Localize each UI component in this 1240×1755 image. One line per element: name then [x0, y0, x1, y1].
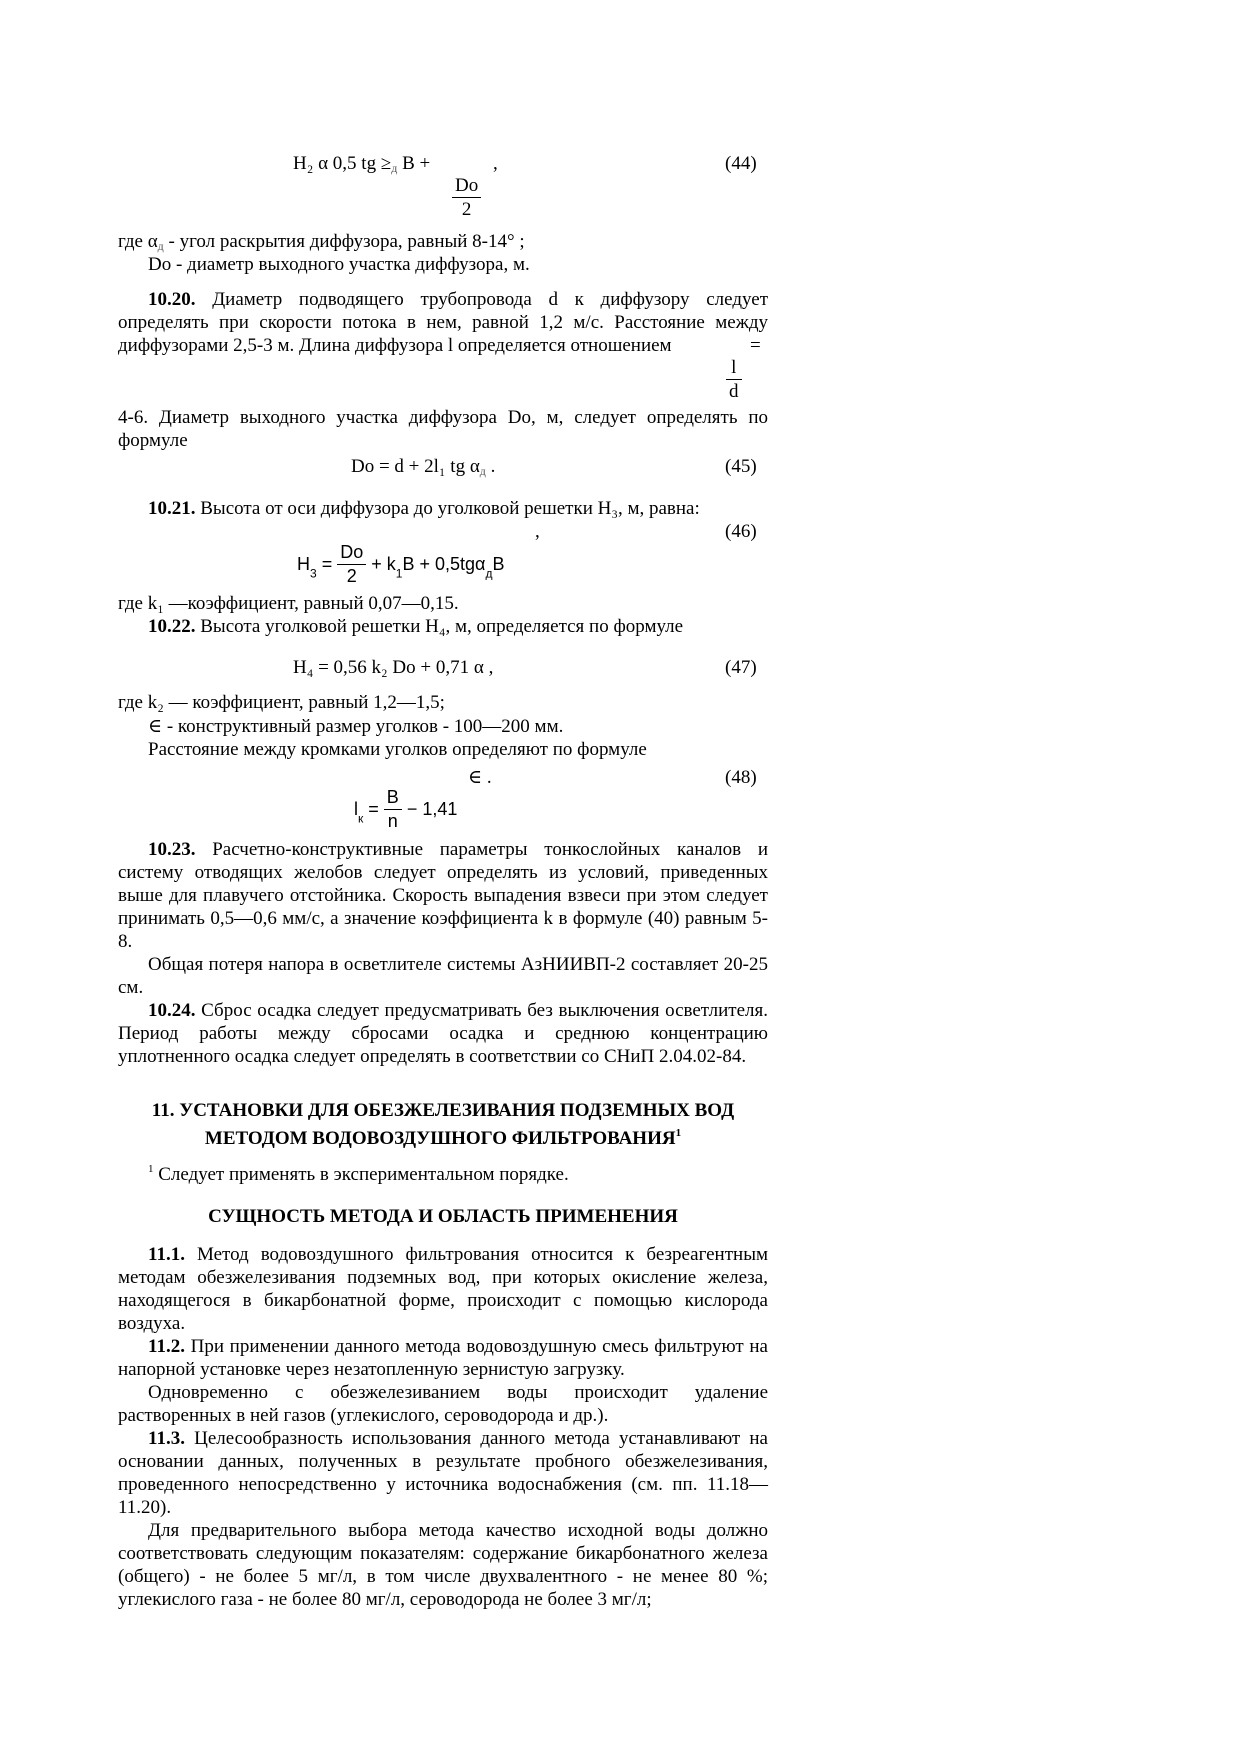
ratio-equals: =	[750, 335, 761, 356]
paragraph-11-1	[118, 1243, 768, 1335]
section-11-title	[118, 1099, 768, 1150]
eq44-comma: ,	[493, 153, 498, 174]
para-number: 11.3.	[148, 1428, 185, 1449]
equation-44	[293, 152, 430, 180]
ratio-frac-top: l	[731, 357, 737, 378]
equation-number-46: (46)	[725, 521, 757, 542]
para-text: Расчетно-конструктивные параметры тонкослойных каналов и систему отводящих желобов следует определять из условий, приведенных выше для плавучего отстойника. Скорость выпадения взвеси при этом следует принимать 0,5—0,6 мм/с, а значение коэффициента k в формуле (40) равным 5-8.	[118, 839, 768, 952]
where-47-line-1: где k₂ — коэффициент, равный 1,2—1,5;	[118, 692, 445, 713]
eq44-frac-bottom: 2	[461, 199, 472, 220]
eq46-rest-sub: 1	[395, 566, 403, 581]
para-number: 10.22.	[148, 616, 196, 637]
eq45-end: .	[485, 456, 496, 477]
para-text: Диаметр подводящего трубопровода d к диффузору следует определять при скорости потока в нем, равной 1,2 м/с. Расстояние между диффузорами 2,5-3 м. Длина диффузора l определяется отношением	[118, 289, 768, 356]
eq46-equals: =	[321, 554, 333, 574]
paragraph-10-21	[148, 497, 798, 520]
eq44-lhs-sub: д	[391, 161, 398, 175]
section-title-line-2-wrap	[118, 1122, 768, 1150]
body-block-2	[118, 1243, 768, 1611]
eq46-rest-c: B	[492, 554, 505, 574]
where44-text-b: - угол раскрытия диффузора, равный 8-14° ;	[163, 231, 525, 252]
eq46-fraction	[337, 541, 366, 588]
para-number: 11.2.	[148, 1336, 185, 1357]
para-text: Высота от оси диффузора до уголковой решетки H₃, м, равна:	[195, 498, 700, 519]
para-text: Метод водовоздушного фильтрования относится к безреагентным методам обезжелезивания подземных вод, при которых окисление железа, находящегося в бикарбонатной форме, происходит с помощью кислорода воздуха.	[118, 1244, 768, 1334]
eq44-lhs: H₂ α 0,5 tg ≥	[293, 153, 392, 174]
where-47-line-3: Расстояние между кромками уголков определяют по формуле	[148, 739, 647, 760]
eq44-fraction	[452, 174, 481, 221]
section-title-line-2: МЕТОДОМ ВОДОВОЗДУШНОГО ФИЛЬТРОВАНИЯ	[204, 1128, 676, 1149]
para-text: Целесообразность использования данного метода устанавливают на основании данных, полученных в результате пробного обезжелезивания, проведенного непосредственно у источника водоснабжения (см. пп. 11.18— 11.20).	[118, 1428, 768, 1518]
paragraph-11-2	[118, 1335, 768, 1381]
eq48-lhs-sub: к	[358, 811, 364, 826]
eq48-lhs: l	[354, 799, 358, 819]
paragraph-simultaneous: Одновременно с обезжелезиванием воды происходит удаление растворенных в ней газов (углекислого, сероводорода и др.).	[118, 1382, 768, 1426]
eq44-rhs: B +	[397, 153, 431, 174]
equation-45	[351, 455, 495, 483]
eq44-frac-top: Dо	[455, 175, 479, 196]
where-47-line-2: ∈ - конструктивный размер уголков - 100—200 мм.	[148, 716, 564, 737]
eq46-lhs-sub: 3	[310, 566, 317, 581]
footnote	[148, 1158, 798, 1186]
body-block-1	[118, 838, 768, 1068]
where44-sub: д	[157, 239, 164, 253]
equation-number-47: (47)	[725, 657, 757, 678]
equation-47: H₄ = 0,56 k₂ Dо + 0,71 α ,	[293, 657, 494, 678]
section-title-line-1: 11. УСТАНОВКИ ДЛЯ ОБЕЗЖЕЛЕЗИВАНИЯ ПОДЗЕМНЫХ ВОД	[151, 1100, 735, 1121]
para-text-cont: 4-6. Диаметр выходного участка диффузора Dо, м, следует определять по формуле	[118, 407, 768, 451]
equation-number-48: (48)	[725, 767, 757, 788]
eq46-frac-bottom: 2	[346, 566, 357, 586]
eq46-frac-top: Dо	[340, 542, 364, 562]
where-44-line-2: Dо - диаметр выходного участка диффузора, м.	[148, 254, 530, 275]
eq48-frac-bottom: n	[387, 811, 398, 831]
para-text: Высота уголковой решетки H₄, м, определяется по формуле	[195, 616, 684, 637]
ratio-frac-bottom: d	[729, 381, 739, 402]
equation-46	[297, 541, 504, 588]
paragraph-10-24	[118, 999, 768, 1068]
footnote-mark: 1	[148, 1163, 154, 1175]
eq48-tail: ∈ .	[468, 767, 492, 788]
para-number: 10.23.	[148, 839, 196, 860]
eq46-rest-b: B + 0,5tgα	[402, 554, 486, 574]
paragraph-11-3	[118, 1427, 768, 1519]
paragraph-10-20	[118, 288, 768, 357]
paragraph-preliminary: Для предварительного выбора метода качество исходной воды должно соответствовать следующим показателям: содержание бикарбонатного железа (общего) - не более 5 мг/л, в том числе двухвалентного - не менее 80 %; углекислого газа - не более 80 мг/л, сероводорода не более 3 мг/л;	[118, 1520, 768, 1610]
eq46-comma: ,	[535, 521, 540, 542]
where44-text-a: где α	[118, 231, 158, 252]
eq48-rest: − 1,41	[406, 799, 458, 819]
equation-48	[354, 786, 457, 833]
para-number: 10.24.	[148, 1000, 196, 1021]
para-number: 10.21.	[148, 498, 196, 519]
para-number: 11.1.	[148, 1244, 185, 1265]
eq45-text: Dо = d + 2l₁ tg α	[351, 456, 480, 477]
equation-number-45: (45)	[725, 456, 757, 477]
paragraph-10-20-cont	[118, 406, 768, 452]
para-number: 10.20.	[148, 289, 196, 310]
eq46-rest-a: + k	[371, 554, 396, 574]
footnote-ref: 1	[675, 1127, 682, 1139]
para-text: При применении данного метода водовоздушную смесь фильтруют на напорной установке через незатопленную зернистую загрузку.	[118, 1336, 768, 1380]
eq48-frac-top: B	[386, 787, 399, 807]
eq45-sub: д	[479, 464, 486, 478]
ratio-fraction	[726, 356, 742, 403]
subsection-title: СУЩНОСТЬ МЕТОДА И ОБЛАСТЬ ПРИМЕНЕНИЯ	[208, 1206, 678, 1227]
eq48-equals: =	[368, 799, 379, 819]
where-46: где k₁ —коэффициент, равный 0,07—0,15.	[118, 593, 459, 614]
eq46-lhs: H	[297, 554, 310, 574]
paragraph-10-23	[118, 838, 768, 953]
equation-number-44: (44)	[725, 153, 757, 174]
footnote-text: Следует применять в экспериментальном порядке.	[153, 1164, 569, 1185]
eq48-fraction	[384, 786, 402, 833]
paragraph-10-22	[148, 615, 798, 638]
para-text: Сброс осадка следует предусматривать без выключения осветлителя. Период работы между сбросами осадка и среднюю концентрацию уплотненного осадка следует определять в соответствии со СНиП 2.04.02-84.	[118, 1000, 768, 1067]
eq46-rest-sub2: д	[485, 566, 493, 581]
paragraph-head-loss: Общая потеря напора в осветлителе системы АзНИИВП-2 составляет 20-25 см.	[118, 954, 768, 998]
